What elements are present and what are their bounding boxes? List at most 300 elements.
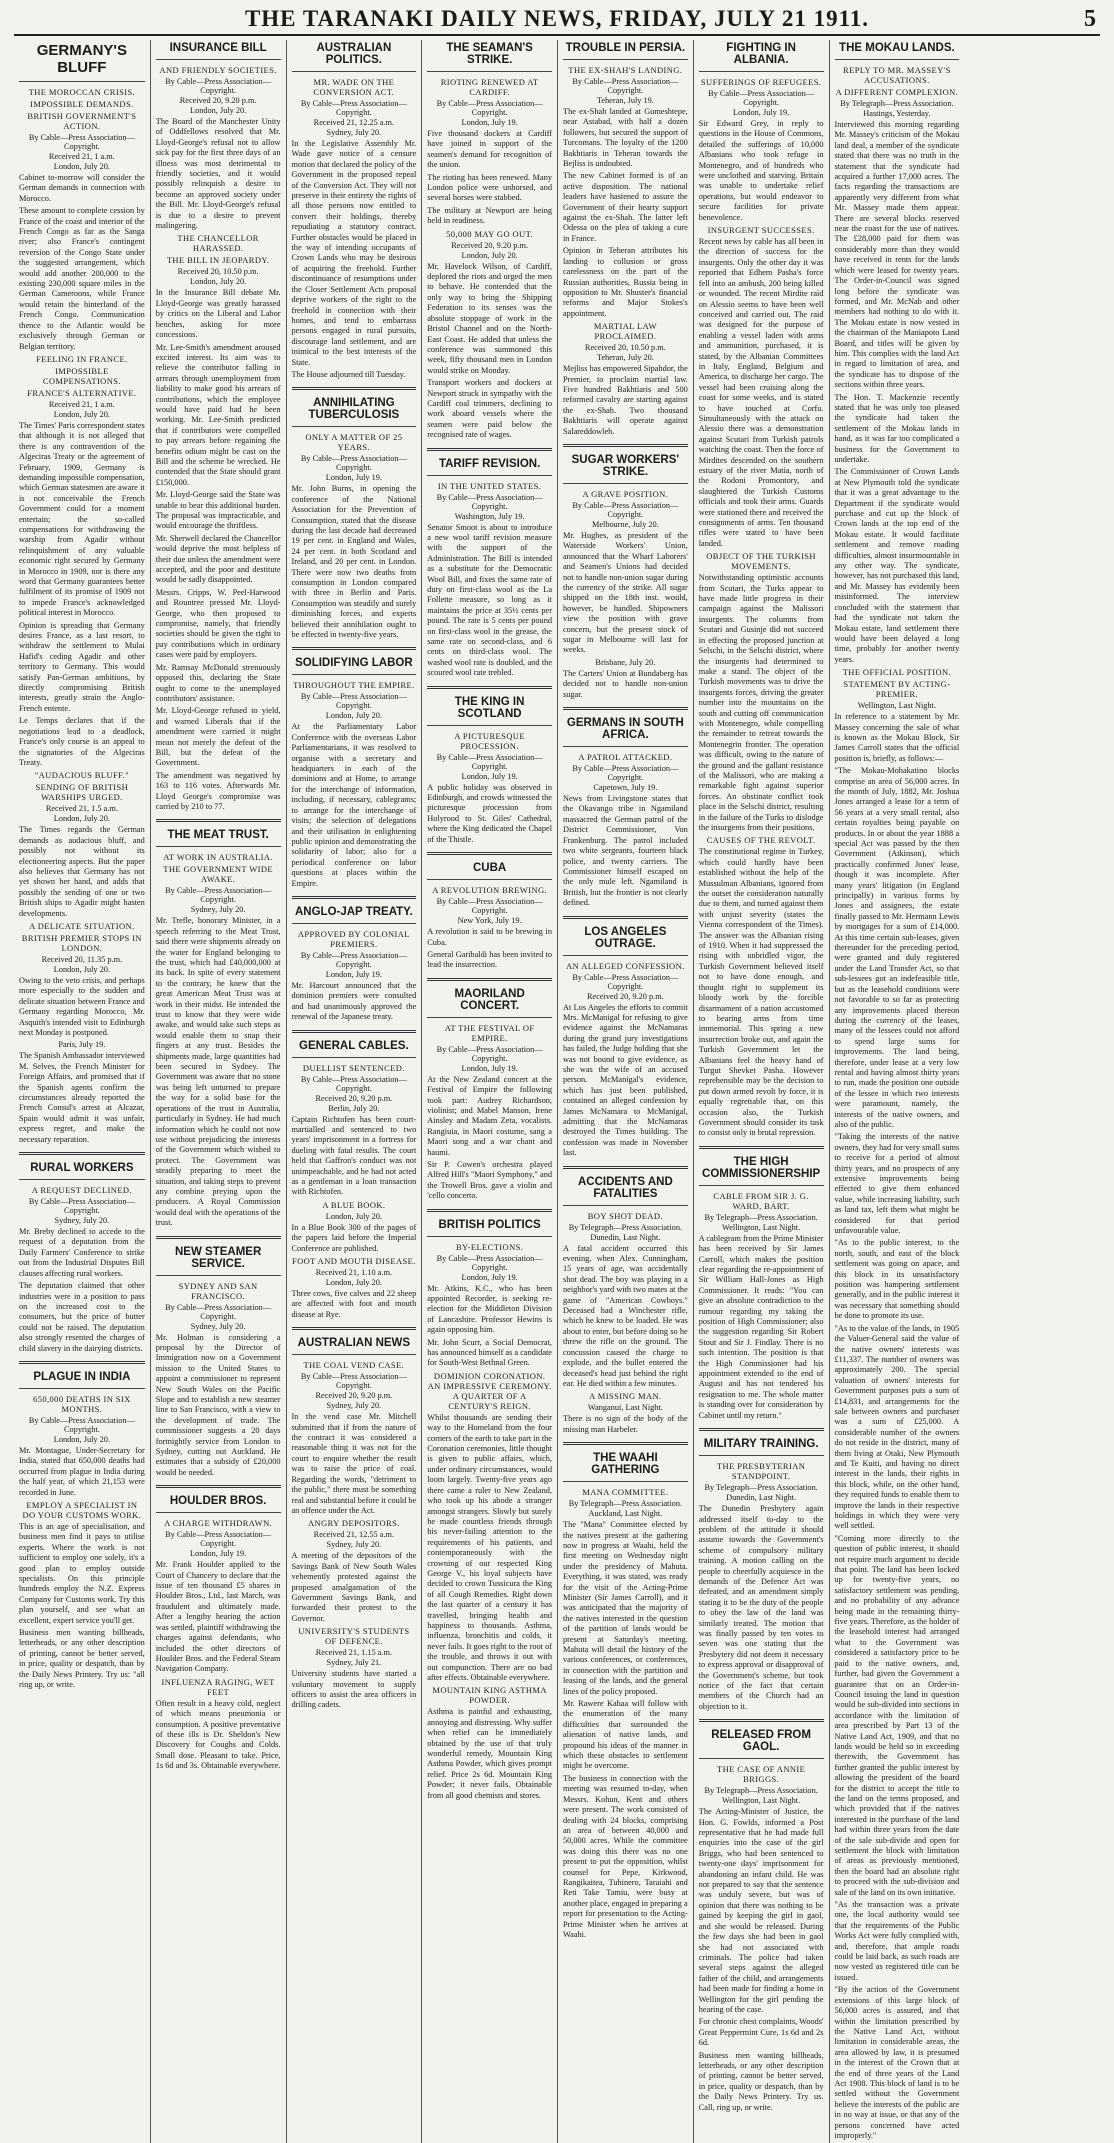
article bbox=[292, 1040, 417, 1321]
article-headline: THE HIGH COMMISSIONERSHIP bbox=[702, 1155, 821, 1180]
dateline: Sydney, July 20. bbox=[190, 1321, 246, 1331]
article-headline: ACCIDENTS AND FATALITIES bbox=[577, 1175, 673, 1200]
article-headline: TROUBLE IN PERSIA. bbox=[565, 42, 686, 54]
article-headline: GERMANY'S BLUFF bbox=[36, 42, 127, 76]
dateline: Received 21, 1.15 a.m. bbox=[315, 1648, 392, 1658]
article-headline: MILITARY TRAINING. bbox=[703, 1438, 819, 1451]
subheading: INSURGENT SUCCESSES. bbox=[707, 225, 815, 236]
dateline: New York, July 19. bbox=[457, 916, 522, 926]
headline-rule bbox=[427, 475, 552, 476]
dateline: London, July 19. bbox=[325, 473, 382, 483]
body-paragraph: Mr. Ramsay McDonald strenuously opposed this, declaring the State ought to come to the unemployed contributors' assistance. bbox=[155, 662, 281, 703]
article-headline: HOULDER BROS. bbox=[169, 1495, 267, 1508]
article-divider bbox=[699, 1719, 824, 1722]
article-headline: SUGAR WORKERS' STRIKE. bbox=[571, 453, 680, 478]
dateline: Washington, July 19. bbox=[454, 511, 525, 521]
subheading: FRANCE'S ALTERNATIVE. bbox=[27, 387, 137, 398]
body-paragraph: Mr. Lee-Smith's amendment aroused excited interest. Its aim was to relieve the contributor falling in arrears through unemployment from liability to make good his arrears of contributions, which the employee would have paid had he been working. Mr. Lee-Smith predicted that if contributors were compelled to pay arrears before regaining the benefits odium might be cast on the Bill and the scheme be wrecked. He contended that the State should grant £150,000. bbox=[155, 342, 281, 487]
article bbox=[563, 1176, 688, 1436]
dateline: London, July 19. bbox=[190, 1549, 247, 1559]
subheading: THE EX-SHAH'S LANDING. bbox=[568, 65, 683, 75]
dateline: London, July 20. bbox=[53, 814, 110, 824]
dateline: Wellington, Last Night. bbox=[857, 701, 936, 711]
body-paragraph: News from Livingstone states that the Okavango tribe in Ngamiland massacred the German patrol of the District Commissioner, Von Frankenburg. The patrol included two white sergeants, fourteen black police, and twenty carriers. The Commissioner himself escaped on the only mule left. Ngamiland is British, but the frontier is not clearly defined. bbox=[563, 794, 688, 908]
article-divider bbox=[19, 1361, 145, 1364]
dateline: London, July 20. bbox=[325, 1278, 382, 1288]
body-paragraph: "The Mokau-Mohakatino blocks comprise an area of 56,000 acres. In the month of July, 1882, Mr. Joshua Jones arranged a lease for a term of 56 years at a very small rental, also certain royalties being payable on products. In or about the year 1888 a special Act was passed by the then Government (Atkinson), which practically confirmed Jones' lease, though it was incomplete. After many years' litigation (in England principally) in various forms by Jones and assignees, the estate finally passed to Mr. Hermann Lewis by mortgages for a sum of £14,000. At this time certain sub-leases, given thereunder for the preceding period, were granted and duly registered under the Land Transfer Act, so that sub-lessees got an indefeasible title, but as the leasehold conditions were not favorable to so far as protecting any improvements placed thereon during the currency of the leases, many of the lessees could not afford to spend large sums for improvements. The land being, therefore, under lease at a very low rental and having almost thirty years to run, made the position one outside of the lessee in which two interests were paramount, namely, the interests of the native owners, and also of the public. bbox=[834, 766, 960, 1129]
body-paragraph: Opinion is spreading that Germany desires France, as a last resort, to withdraw the settlement to Mulai Hafid's ceding Agadir and other territory to Germany. This would satisfy Pan-German ambitions, by directly compromising British interests, greatly strain the Anglo-French entente. bbox=[19, 620, 145, 713]
column-1 bbox=[14, 40, 150, 2143]
dateline: By Cable—Press Association—Copyright. bbox=[165, 1302, 272, 1321]
subheading: DOMINION CORONATION. AN IMPRESSIVE CEREMONY. A QUARTER OF A CENTURY'S REIGN. bbox=[427, 1370, 552, 1411]
dateline: Received 21, 1.10 a.m. bbox=[315, 1268, 392, 1278]
subheading: MOUNTAIN KING ASTHMA POWDER. bbox=[432, 1685, 547, 1706]
dateline: London, July 20. bbox=[53, 1434, 110, 1444]
subheading: 50,000 MAY GO OUT. bbox=[446, 228, 534, 239]
subheading: BRITISH GOVERNMENT'S ACTION. bbox=[27, 111, 137, 131]
body-paragraph: Opinion in Teheran attributes his landing to collusion or gross carelessness on the part of the Russian authorities, Russia being in opposition to Mr. Shuster's financial reforms and Major Stokes's appointment. bbox=[563, 246, 688, 318]
body-paragraph: The ex-Shah landed at Gumeshtepe, near Astabad, with half a dozen followers, but secured the support of Turcomans. The loyalty of the 1200 Bakhtiaris in Teheran towards the Bejliss is undoubted. bbox=[563, 107, 688, 169]
subheading: 650,000 DEATHS IN SIX MONTHS. bbox=[33, 1393, 131, 1414]
body-paragraph: The Acting-Minister of Justice, the Hon. G. Fowlds, informed a Post representative that he had made full enquiries into the case of the girl Briggs, who had been sentenced to twenty-one days' imprisonment for abandoning an infant child. He was not prepared to say that the sentence was unduly severe, but was of opinion that there was nothing to be gained by keeping the girl in gaol, and she would be released. During the few days she had been in gaol she had not associated with criminals. The police had taken several steps against the alleged father of the child, and arrangements had been made for finding a home in Wellington for the girl pending the hearing of the case. bbox=[698, 1807, 824, 2014]
subheading: THROUGHOUT THE EMPIRE. bbox=[293, 680, 415, 691]
article bbox=[19, 1162, 145, 1354]
dateline: Wanganui, Last Night. bbox=[587, 1403, 663, 1413]
article bbox=[427, 42, 552, 441]
headline-rule bbox=[292, 1057, 417, 1058]
dateline: Received 20, 10.50 p.m. bbox=[584, 343, 666, 353]
dateline: Wellington, Last Night. bbox=[722, 1222, 801, 1232]
body-paragraph: Recent news by cable has all been in the direction of success for the insurgents. Only the other day it was reported that Edhem Pasha's force fell into an ambush, 200 being killed or wounded. The recent Mirdite raid on Alessio seems to have been well conceived and carried out. The raid was designed for the purpose of enabling a vessel laden with arms and ammunition, purchased, it is stated, by the Albanian Committees in Italy, England, Belgium and America, to discharge her cargo. The vessel had been cruising along the coast for some weeks, and is stated to have touched at Corfu. Simultaneously with the attack on Alessio there was a demonstration against Scutari from Turkish patrols watching the coast. Then the force of Mirdites descended on the southern estuary of the river Matia, north of the Rodoni Promontory, and slaughtered the Turkish Customs officials and took their arms. Guards were stationed there and received the consignments of arms. Ten thousand rifles were stated to have been landed. bbox=[698, 237, 824, 548]
subheading: THE COAL VEND CASE. bbox=[303, 1360, 405, 1371]
dateline: By Cable—Press Association—Copyright. bbox=[436, 752, 543, 771]
dateline: By Cable—Press Association—Copyright. bbox=[436, 492, 543, 511]
column-6 bbox=[693, 40, 829, 2143]
body-paragraph: At Los Angeles the efforts to commit Mrs. McManigal for refusing to give evidence against the McNamaras during the grand jury investigations has failed, the Judge holding that she was not bound to give evidence, as she was the wife of an accused person. McManigal's evidence, which has just been published, contained an alleged confession by James McNamara to McManigal, admitting that the McNamaras destroyed the Times building. The confession was made in November last. bbox=[563, 1002, 688, 1158]
column-2 bbox=[150, 40, 286, 2143]
body-paragraph: "As to the public interest, to the north, south, and east of the block settlement was going on apace, and this block in its unsatisfactory position was hampering settlement generally, and in the public interest it was necessary that something should be done to promote its use. bbox=[834, 1238, 960, 1321]
article-divider bbox=[427, 448, 552, 451]
dateline: By Cable—Press Association—Copyright. bbox=[436, 99, 543, 117]
body-paragraph: In reference to a statement by Mr. Massey concerning the sale of what is known as the Mokau Block, Sir James Carroll states that the official position is, briefly, as follows:— bbox=[834, 712, 960, 763]
dateline: By Telegraph—Press Association. bbox=[840, 99, 954, 108]
dateline: Sydney, July 20. bbox=[326, 1540, 382, 1550]
body-paragraph: Mr. Atkins, K.C., who has been appointed Recorder, is seeking re-election for the Middleton Division of Lancashire. Professor Hewins is again opposing him. bbox=[427, 1283, 552, 1335]
article bbox=[156, 829, 281, 1228]
dateline: Received 20, 9.20 p.m. bbox=[315, 1391, 393, 1401]
dateline: London, July 20. bbox=[325, 1211, 382, 1221]
article-headline: RURAL WORKERS bbox=[30, 1162, 134, 1175]
article-headline: MAORILAND CONCERT. bbox=[454, 987, 525, 1012]
dateline: Sydney, July 21. bbox=[326, 1658, 382, 1668]
body-paragraph: General Garibaldi has been invited to lead the insurrection. bbox=[427, 949, 552, 970]
article-headline: BRITISH POLITICS bbox=[438, 1218, 541, 1231]
article-headline: FIGHTING IN ALBANIA. bbox=[726, 42, 796, 66]
subheading: OBJECT OF THE TURKISH MOVEMENTS. bbox=[706, 551, 816, 572]
dateline: By Cable—Press Association—Copyright. bbox=[300, 1372, 407, 1391]
article bbox=[563, 454, 688, 700]
body-paragraph: Mr. Breby declined to accede to the request of a deputation from the Daily Farmers' Conference to strike out from the Industrial Disputes Bill clauses affecting rural workers. bbox=[19, 1227, 145, 1278]
headline-rule bbox=[292, 426, 417, 427]
article-divider bbox=[292, 387, 417, 390]
dateline: Received 21, 12.25 a.m. bbox=[313, 118, 395, 127]
subheading: THE MOROCCAN CRISIS. bbox=[28, 87, 136, 97]
subheading: IMPOSSIBLE COMPENSATIONS. bbox=[42, 365, 121, 386]
dateline: London, July 20. bbox=[190, 106, 247, 115]
article bbox=[563, 42, 688, 437]
article-divider bbox=[427, 686, 552, 689]
article bbox=[699, 1438, 824, 1712]
headline-rule bbox=[563, 483, 688, 484]
dateline: By Telegraph—Press Association. bbox=[704, 1483, 818, 1493]
subheading: A CHARGE WITHDRAWN. bbox=[164, 1518, 273, 1529]
article-headline: THE WAAHI GATHERING bbox=[591, 1452, 660, 1477]
article-headline: TARIFF REVISION. bbox=[438, 457, 541, 470]
dateline: By Telegraph—Press Association. bbox=[568, 1499, 683, 1509]
dateline: London, July 19. bbox=[325, 969, 382, 979]
dateline: By Cable—Press Association—Copyright. bbox=[300, 1074, 407, 1093]
article-divider bbox=[563, 444, 688, 447]
subheading: IMPOSSIBLE DEMANDS. bbox=[30, 99, 134, 109]
dateline: Received 20, 11.35 p.m. bbox=[41, 954, 123, 964]
dateline: Wellington, Last Night. bbox=[722, 1796, 801, 1806]
body-paragraph: In the Legislative Assembly Mr. Wade gave notice of a censure motion that declared the policy of the Government in the proposed repeal of the Conversion Act. They will not preserve in their entirety the rights of all those persons now entitled to convert their holdings, thereby repudiating a statutory contract. Further obstacles would be placed in the way of intending occupants of Crown Lands who may be desirous of acquiring the freehold. Further discontinuance of resumptions under the Closer Settlement Acts proposal deprive workers of the right to the freehold in connection with their homes, and tend to embarrass persons engaged in rural pursuits, discourage land settlement, and are inimical to the best interests of the State. bbox=[291, 139, 417, 367]
body-paragraph: Mr. John Burns, in opening the conference of the National Association for the Prevention of Consumption, stated that the disease during the last decade had decreased 19 per cent. in England and Wales, 24 per cent. in both Scotland and Ireland, and 20 per cent. in London. There were now two deaths from consumption in London compared with three in Berlin and Paris. Consumption was steadily and surely diminishing forces, and experts believed their annihilation ought to be effected in twenty-five years. bbox=[291, 484, 417, 640]
body-paragraph: Messrs. Cripps, W. Peel-Harwood and Rountree pressed Mr. Lloyd-George, who then proposed to compromise, namely, that friendly societies should be given the right to pay contributions which in ordinary cases were paid by employers. bbox=[155, 587, 281, 660]
dateline: By Cable—Press Association—Copyright. bbox=[165, 1530, 272, 1549]
body-paragraph: Sir Edward Grey, in reply to questions in the House of Commons, detailed the sufferings of 10,000 Albanians who took refuge in Montenegro, and of hundreds who were unclothed and starving. Britain was unable to undertake relief operations, but would endeavor to secure facilities for private benevolence. bbox=[698, 119, 824, 222]
subheading: RIOTING RENEWED AT CARDIFF. bbox=[440, 77, 539, 97]
subheading: BY-ELECTIONS. bbox=[455, 1241, 524, 1252]
dateline: London, July 19. bbox=[461, 1272, 518, 1282]
body-paragraph: Transport workers and dockers at Newport struck in sympathy with the Cardiff coal trimmers, declining to work aboard vessels where the seamen were paid below the recognised rate of wages. bbox=[427, 378, 552, 440]
headline-rule bbox=[563, 1205, 688, 1206]
body-paragraph: A revolution is said to be brewing in Cuba. bbox=[427, 927, 552, 947]
body-paragraph: Cabinet to-morrow will consider the German demands in connection with Morocco. bbox=[19, 173, 145, 203]
article bbox=[563, 1452, 688, 1940]
dateline: Received 21, 1 a.m. bbox=[48, 399, 115, 409]
subheading: APPROVED BY COLONIAL PREMIERS. bbox=[297, 928, 410, 949]
subheading: THE CHANCELLOR HARASSED. bbox=[177, 233, 259, 254]
dateline: Received 21, 1 a.m. bbox=[48, 152, 115, 161]
article bbox=[292, 657, 417, 889]
headline-rule bbox=[292, 1354, 417, 1355]
body-paragraph: Whilst thousands are sending their way to the Homeland from the four corners of the earth to take part in the Coronation ceremonies, little thought is given to public affairs, which, under ordinary circumstances, would loom largely. Twenty-five years ago there came a ruler to New Zealand, who took up his abode a stranger amongst strangers. Slowly but surely he made countless friends through his never-failing attention to the requirements of his patients, and contemporaneously with the crowning of our respected King George V., his loyal subjects have decided to crown Tussicura the King of all Cough Remedies. Right down the last quarter of a century it has travelled, bringing health and happiness to thousands. Asthma, influenza, bronchitis and colds, it never fails. It goes right to the root of the trouble, and throws it out with out compunction. There are no bad after effects. Obtainable everywhere. bbox=[427, 1412, 552, 1682]
article-divider bbox=[292, 1327, 417, 1330]
body-paragraph: Mr. John Scurr, a Social Democrat, has announced himself as a candidate for South-West Bethnal Green. bbox=[427, 1337, 552, 1368]
body-paragraph: Notwithstanding optimistic accounts from Scutari, the Turks appear to have made little progress in their campaign against the Malissori insurgents. The columns from Scutari and Gusinje did not succeed in effecting the proposed junction at Selschi, in the Selschi district, where the insurgents had determined to make a stand. The object of the Turkish movements was to drive the insurgents forces, driving the greater number into the mountains on the south and cutting off communication with Montenegro, while compelling the remainder to retreat towards the Montenegrin frontier. The operation was difficult, owing to the nature of the ground and the gallant resistance of the Malissori, who are making a remarkable fight against superior forces. An obstinate conflict took place in the Selschi district, resulting in the failure of the Turks to dislodge the insurgents from their positions. bbox=[698, 573, 824, 832]
dateline: Hastings, Yesterday. bbox=[863, 109, 931, 118]
dateline: Dunedin, Last Night. bbox=[726, 1493, 797, 1503]
dateline: By Telegraph—Press Association. bbox=[704, 1212, 818, 1222]
body-paragraph: A public holiday was observed in Edinburgh, and crowds witnessed the picturesque procession from Holyrood to St. Giles' Cathedral, where the King dedicated the Chapel of the Thistle. bbox=[427, 782, 552, 844]
headline-rule bbox=[563, 746, 688, 747]
dateline: London, July 19. bbox=[461, 118, 518, 127]
subheading: THE GOVERNMENT WIDE AWAKE. bbox=[163, 864, 273, 885]
article bbox=[19, 1371, 145, 1691]
headline-rule bbox=[699, 1455, 824, 1456]
body-paragraph: Asthma is painful and exhausting, annoying and distressing. Why suffer when relief can be immediately obtained by the use of that truly wonderful remedy, Mountain King Asthma Powder, which gives prompt relief. Price 2s 6d. Mountain King Powder; it never fails. Obtainable from all good chemists and stores. bbox=[427, 1707, 552, 1800]
dateline: By Cable—Press Association—Copyright. bbox=[572, 77, 679, 95]
subheading: A MISSING MAN. bbox=[589, 1391, 662, 1402]
body-paragraph: For chronic chest complaints, Woods' Great Peppermint Cure, 1s 6d and 2s 6d. bbox=[698, 2017, 824, 2048]
article-headline: GERMANS IN SOUTH AFRICA. bbox=[566, 717, 684, 742]
body-paragraph: Mr. Lloyd-George said the State was unable to bear this additional burden. The proposal was impracticable, and would encourage the thriftless. bbox=[155, 490, 281, 531]
subheading: ANGRY DEPOSITORS. bbox=[307, 1518, 400, 1529]
body-paragraph: The "Mana" Committee elected by the natives present at the gathering now in progress at Waahi, held the first meeting on Wednesday night under the presidency of Mahuta. Everything, it was stated, was ready for the visit of the Acting-Prime Minister (Sir James Carroll), and it was anticipated that the majority of the natives interested in the question of the partition of lands would be present at Saturday's meeting. Mahuta will detail the history of the various conferences, or conferences, in connection with the partition and leasing of the lands, and the general lines of the policy proposed. bbox=[563, 1520, 688, 1696]
headline-rule bbox=[156, 59, 281, 60]
body-paragraph: At the New Zealand concert at the Festival of Empire the following took part: Audrey Richardson, violinist; and Mabel Manson, Irene Ainsley and Madam Zeta, vocalists. Rangiuia, in Maori costume, sang a Maori song and a war chant and haumi. bbox=[427, 1074, 552, 1157]
body-paragraph: University students have started a voluntary movement to supply officers to assist the area officers in drilling cadets. bbox=[291, 1669, 417, 1710]
subheading: A BLUE BOOK. bbox=[322, 1199, 386, 1210]
article-divider bbox=[563, 1442, 688, 1445]
subheading: STATEMENT BY ACTING-PREMIER. bbox=[843, 679, 951, 700]
subheading: A PICTURESQUE PROCESSION. bbox=[454, 730, 525, 751]
dateline: Teheran, July 20. bbox=[596, 353, 654, 363]
article-headline: CUBA bbox=[473, 862, 507, 875]
subheading: REPLY TO MR. MASSEY'S ACCUSATIONS. bbox=[843, 65, 951, 85]
article bbox=[427, 1219, 552, 1801]
article-headline: THE MOKAU LANDS. bbox=[839, 42, 955, 54]
body-paragraph: Mejliss has empowered Sipahdor, the Premier, to proclaim martial law. Five hundred Bakhtiaris and 500 reformed cavalry are starting against the ex-Shah. Two thousand Bakhtiaris will operate against Salareddowleh. bbox=[563, 364, 688, 436]
column-4 bbox=[421, 40, 557, 2143]
body-paragraph: Business men wanting billheads, letterheads, or any other description of printing, cannot be better served, in price, quality or despatch, than by the Daily News Printery. Try us: "all ring up, or write. bbox=[19, 1628, 145, 1690]
subheading: THE PRESBYTERIAN STANDPOINT. bbox=[716, 1461, 806, 1482]
body-paragraph: In a Blue Book 300 of the pages of the papers laid before the Imperial Conference are published. bbox=[291, 1222, 417, 1253]
subheading: AND FRIENDLY SOCIETIES. bbox=[159, 65, 277, 75]
body-paragraph: Mr. Montague, Under-Secretary for India, stated that 650,000 deaths had occurred from plague in India during the half year, of which 21,153 were recorded in June. bbox=[19, 1445, 145, 1497]
dateline: Sydney, July 20. bbox=[326, 1401, 382, 1411]
dateline: Dunedin, Last Night. bbox=[590, 1232, 661, 1242]
dateline: By Cable—Press Association—Copyright. bbox=[28, 1197, 135, 1216]
body-paragraph: Mr. Frank Houlder applied to the Court of Chancery to declare that the issue of ten thousand £5 shares in Houlder Bros., Ltd., last March, was fraudulent and ultimately made. After a lengthy hearing the action was settled, plaintiff withdrawing the charges against defendants, who included the other directors of Houlder Bros. and the Federal Steam Navigation Company. bbox=[155, 1560, 281, 1674]
subheading: THE OFFICIAL POSITION. bbox=[842, 667, 952, 678]
article-headline: AUSTRALIAN NEWS bbox=[297, 1337, 411, 1350]
headline-rule bbox=[156, 846, 281, 847]
article-divider bbox=[427, 978, 552, 981]
dateline: Received 20, 9.20 p.m. bbox=[587, 991, 664, 1001]
body-paragraph: The Times' Paris correspondent states that although it is not alleged that there is any contravention of the Algeciras Treaty or the agreement of February, 1909, Germany is demanding impossible compensation, which German statesmen are aware it is not conceivable the French Government could for a moment entertain; the so-called compensations for withdrawing the warship from Agadir without relinquishment of any valuable economic right secured by Germany in Morocco in 1909, nor is there any word that Germany guarantees better fulfilment of its promise of 1909 not to impede France's acknowledged political interest in Morocco. bbox=[19, 420, 145, 618]
article bbox=[156, 1246, 281, 1479]
article-divider bbox=[563, 916, 688, 919]
headline-rule bbox=[19, 1388, 145, 1389]
subheading: INFLUENZA RAGING, WET FEET bbox=[161, 1676, 275, 1697]
dateline: By Cable—Press Association—Copyright. bbox=[300, 692, 407, 711]
subheading: AN ALLEGED CONFESSION. bbox=[566, 960, 685, 971]
body-paragraph: The amendment was negatived by 163 to 116 votes. Afterwards Mr. Lloyd George's compromise was carried by 210 to 77. bbox=[155, 770, 281, 811]
article bbox=[699, 42, 824, 1139]
body-paragraph: In the vend case Mr. Mitchell submitted that if from the nature of the contract it was considered a reasonable thing it was not for the court to enquire whether the result was to raise the price of coal. Regarding the words, "detriment to the public," there must be something real and substantial before it could be an offence under the Act. bbox=[291, 1412, 417, 1515]
subheading: FEELING IN FRANCE. bbox=[36, 353, 128, 364]
body-paragraph: Interviewed this morning regarding Mr. Massey's criticism of the Mokau land deal, a member of the syndicate stated that there was no truth in the statement that the syndicate had acquired a further 17,000 acres. The facts regarding the transactions are apparently very different from what Mr. Massey made them appear. There are several blocks reserved near the coast for the use of natives. The £28,000 paid for them was considerably more than they would have received in rents for the lands which were leased for twenty years. The Order-in-Council was signed long before the syndicate was formed, and Mr. McNab and other members had nothing to do with it. The Mokau estate is now vested in the chairman of the Maniapoto Land Board, and titles will be given by him. This complies with the land Act in regard to limitation of area, and the syndicate has to dispose of the sections within three years. bbox=[834, 120, 960, 390]
dateline: Sydney, July 20. bbox=[54, 1216, 110, 1226]
dateline: London, July 20. bbox=[461, 250, 518, 260]
article bbox=[427, 988, 552, 1202]
subheading: MANA COMMITTEE. bbox=[582, 1487, 669, 1498]
body-paragraph: Mr. Sherwell declared the Chancellor would deprive the most helpless of their due unless the amendment were accepted, and the poor and destitute would be sadly disappointed. bbox=[155, 533, 281, 585]
subheading: EMPLOY A SPECIALIST IN DO YOUR CUSTOMS WORK. bbox=[22, 1499, 142, 1520]
subheading: UNIVERSITY'S STUDENTS OF DEFENCE. bbox=[298, 1626, 410, 1647]
body-paragraph: Mr. Trefle, honorary Minister, in a speech referring to the Meat Trust, said there were shipments already on the water for England belonging to the trust, which had £40,000,000 at its back. In spite of every statement to the contrary, he knew that the great American Meat Trust was at work in their midst. He intended the trust to know that they were wide awake, and would take such steps as would enable them to snap their fingers at any trust. Besides the shipments made, large quantities had been secured in Sydney. The Government was aware that no stone was being left unturned to prepare the way for a solid base for the operations of the trust in Australia, particularly in Sydney. He had much information which he could not now use without prejudicing the interests of the Government which wished to protect. The Government was steadily preparing to meet the situation, and taking steps to prevent any combine preying upon the producers. A Royal Commission would deal with the operations of the trust. bbox=[155, 916, 281, 1228]
subheading: THE CASE OF ANNIE BRIGGS. bbox=[716, 1764, 806, 1785]
body-paragraph: Mr. Harcourt announced that the dominion premiers were consulted and had unanimously approved the renewal of the Japanese treaty. bbox=[291, 980, 417, 1022]
article-divider bbox=[292, 896, 417, 899]
subheading: CABLE FROM SIR J. G. WARD, BART. bbox=[713, 1190, 809, 1211]
body-paragraph: A cablegram from the Prime Minister has been received by Sir James Carroll, which makes the position clear regarding the re-appointment of Sir William Hall-Jones as High Commissioner. It reads: "You can give an absolute contradiction to the rumour regarding my taking the position of High Commissioner; also the suggestion regarding Sir Robert Stout and Sir J. Findlay. There is no such intention. The position is that the High Commissioner had his appointment extended to the end of August and has not tendered his resignation to me. The whole matter is standing over for consideration by Cabinet until my return." bbox=[698, 1233, 824, 1420]
article-divider bbox=[156, 819, 281, 822]
article-divider bbox=[156, 1485, 281, 1488]
subheading: IN THE UNITED STATES. bbox=[437, 480, 542, 491]
dateline: London, July 20. bbox=[325, 711, 382, 721]
body-paragraph: "Coming more directly to the question of public interest, it should not require much argument to decide that point. The land has been locked up for twenty-five years, no satisfactory settlement was pending, and no probability of any advance being made in the remaining thirty-five years. Therefore, as the holder of the leasehold interest had arranged what to the Government was considered a satisfactory price to be paid to the native owners, and, further, had given the Government a guarantee that on an Order-in-Council issuing the land in question would be sub-divided into sections in accordance with the limitation of area prescribed by Part 13 of the Native Land Act, 1909, and that no lands would be held so in exceeding therewith, the Government has further granted the public interest by allowing the president of the board for the district to accept the title to the land on the terms proposed, and which provided that if the natives interested in the purchase of the land had within three years from the date of the sale sub-divide and open for settlement the block with limitation of areas as previously mentioned, then the board had an absolute right to proceed with the sub-division and sale of the land on its own initiative. bbox=[834, 1533, 960, 1897]
body-paragraph: Business men wanting billheads, letterheads, or any other description of printing, cannot be better served, in price, quality or despatch, than by the Daily News Printery. Try us. Call, ring up, or write. bbox=[698, 2050, 824, 2112]
body-paragraph: The business in connection with the meeting was resumed to-day, when Messrs. Kohun, Kent and others were present. The work consisted of dealing with 24 blocks, comprising an area of between 40,000 and 50,000 acres. While the committee was doing this there was no one present to put the opposition, whilst counsel for Pepe, Kirkwood, Rangikaitea, Tuhinero, Taraiahi and Reti Take Tamiu, were busy at another place, engaged in preparing a report for presentation to the Acting-Prime Minister when he arrives at Waahi. bbox=[563, 1773, 688, 1939]
dateline: Received 20, 10.50 p.m. bbox=[177, 267, 259, 277]
body-paragraph: "Taking the interests of the native owners, they had for very small sums to receive for a period of almost thirty years, and no prospects of any extensive improvements being effected to give them enhanced value, while increasing liability, such as land tax, left them what might be considered for that period unfavourable value. bbox=[834, 1132, 960, 1236]
dateline: By Cable—Press Association—Copyright. bbox=[436, 1253, 543, 1272]
dateline: By Cable—Press Association—Copyright. bbox=[300, 99, 407, 117]
headline-rule bbox=[427, 71, 552, 72]
article-headline: LOS ANGELES OUTRAGE. bbox=[584, 925, 667, 950]
headline-rule bbox=[19, 1179, 145, 1180]
subheading: BOY SHOT DEAD. bbox=[587, 1210, 663, 1221]
subheading: "AUDACIOUS BLUFF." bbox=[34, 770, 129, 781]
headline-rule bbox=[427, 1017, 552, 1018]
headline-rule bbox=[563, 1481, 688, 1482]
headline-rule bbox=[292, 923, 417, 924]
article-divider bbox=[292, 1030, 417, 1033]
article-headline: GENERAL CABLES. bbox=[299, 1039, 409, 1052]
dateline: Berlin, July 20. bbox=[328, 1103, 380, 1113]
body-paragraph: The Commissioner of Crown Lands at New Plymouth told the syndicate that it was a great advantage to the Department if the syndicate would purchase and cut up the block of Crown lands at the top end of the Mokau estate. It would facilitate settlement and remove roading difficulties, almost insurmountable in any other way. The syndicate, however, has not purchased this land, and Mr. Massey has evidently been misinformed. The interview concluded with the statement that had the syndicate not taken the Mokau estate, land settlement there would have been delayed a long time, probably for another twenty years. bbox=[834, 467, 960, 664]
column-5 bbox=[557, 40, 693, 2143]
body-paragraph: The Times regards the German demands as audacious bluff, and possibly not without its electioneering aspects. But the paper also believes that Germany has not yet shown her hand, and adds that possibly the sending of one or two British ships to Agadir might hasten developments. bbox=[19, 825, 145, 918]
body-paragraph: Owing to the veto crisis, and perhaps more especially to the sudden and delicate situation between France and Germany regarding Morocco, Mr. Asquith's intended visit to Edinburgh next Monday is postponed. bbox=[19, 975, 145, 1037]
body-paragraph: Captain Richtofen has been court-martialled and sentenced to two years' imprisonment in a fortress for dueling with fatal results. The court held that Gaffron's conduct was not unimpeachable, and he had not acted as a gentleman in a loan transaction with Richtofen. bbox=[291, 1114, 417, 1197]
body-paragraph: The Carters' Union at Bundaberg has decided not to handle non-union sugar. bbox=[563, 668, 688, 699]
article bbox=[835, 42, 960, 2141]
article-headline: PLAGUE IN INDIA bbox=[33, 1370, 131, 1383]
body-paragraph: Often result in a heavy cold, neglect of which means pneumonia or consumption. A positive preventative of these ills is Dr. Sheldon's New Discovery for Coughs and Colds. Small dose. Pleasant to take. Price, 1s 6d and 3s. Obtainable everywhere. bbox=[155, 1698, 281, 1771]
article bbox=[292, 1337, 417, 1711]
headline-rule bbox=[699, 1758, 824, 1759]
body-paragraph: At the Parliamentary Labor Conference with the overseas Labor Parliamentarians, it was resolved to organise with a secretary and headquarters in each of the dominions and at Home, to arrange for the interchange of information, including, if necessary, cablegrams; to arrange for the interchange of visits; the selection of delegations and their utilisation in enlightening public opinion and demonstrating the solidarity of labor; also for a periodical conference on labor questions at places within the Empire. bbox=[291, 722, 417, 888]
dateline: London, July 20. bbox=[190, 277, 247, 287]
article-headline: THE MEAT TRUST. bbox=[167, 829, 269, 842]
dateline: London, July 19. bbox=[733, 108, 790, 117]
article-divider bbox=[699, 1428, 824, 1431]
subheading: MR. WADE ON THE CONVERSION ACT. bbox=[313, 77, 395, 97]
article-divider bbox=[156, 1236, 281, 1239]
article bbox=[427, 458, 552, 679]
article-headline: AUSTRALIAN POLITICS. bbox=[316, 42, 392, 66]
article bbox=[427, 696, 552, 845]
body-paragraph: Mr. Rawere Kahaa will follow with the enumeration of the many difficulties that surrounded the alienation of native lands, and propound his ideas of the manner in which these obstacles to settlement might be overcome. bbox=[563, 1699, 688, 1771]
article-headline: INSURANCE BILL bbox=[169, 42, 267, 54]
article-headline: THE KING IN SCOTLAND bbox=[454, 695, 525, 720]
article-divider bbox=[563, 1166, 688, 1169]
dateline: Received 21, 1.5 a.m. bbox=[45, 804, 118, 814]
dateline: London, July 19. bbox=[461, 771, 518, 781]
subheading: A REVOLUTION BREWING. bbox=[432, 885, 548, 896]
body-paragraph: A fatal accident occurred this evening, when Alex. Cunningham, 15 years of age, was accidentally shot dead. The boy was playing in a neighbor's yard with two mates at the game of "American Cowboys." Deceased had a Winchester rifle, which he knew to be loaded. He was about to enter, but before doing so he threw the rifle on the ground. The concussion caused the charge to explode, and the bullet entered the deceased's head just behind the right ear. He died within a few minutes. bbox=[563, 1243, 688, 1388]
article bbox=[19, 42, 145, 1145]
body-paragraph: "As to the value of the lands, in 1905 the Valuer-General said the value of the native owners' interests was £11,337. The number of owners was approximately 200. The special valuation of owners' interests for Government purposes puts a sum of £14,831, and arrangements for the sale between owners and purchaser was a sum of £25,000. A considerable number of the owners do not reside in the district, many of them living at Otaki, New Plymouth and Te Kuiti, and having no direct interest in the lands, their rights in this block, while, on the other hand, they required funds to enable them to improve the lands in their respective holdings in which they were very well settled. bbox=[834, 1323, 960, 1531]
headline-rule bbox=[699, 1185, 824, 1186]
body-paragraph: There is no sign of the body of the missing man Harbeler. bbox=[563, 1414, 688, 1434]
dateline: By Cable—Press Association—Copyright. bbox=[165, 886, 272, 905]
subheading: A REQUEST DECLINED. bbox=[31, 1185, 132, 1196]
dateline: Brisbane, July 20. bbox=[595, 657, 656, 667]
body-paragraph: The rioting has been renewed. Many London police were unhorsed, and several horses were stabbed. bbox=[427, 172, 552, 203]
article-divider bbox=[427, 852, 552, 855]
body-paragraph: Five thousand dockers at Cardiff have joined in support of the seamen's demand for recognition of the union. bbox=[427, 129, 552, 170]
dateline: Received 20, 9.20 p.m. bbox=[315, 1093, 393, 1103]
headline-rule bbox=[156, 1275, 281, 1276]
body-paragraph: A meeting of the depositors of the Savings Bank of New South Wales vehemently protested against the proposed amalgamation of the Government Savings Bank, and forwarded their protest to the Governor. bbox=[291, 1551, 417, 1623]
subheading: ONLY A MATTER OF 25 YEARS. bbox=[305, 432, 403, 453]
body-paragraph: Mr. Hughes, as president of the Waterside Workers' Union, announced that the Wharf Laborers' and Seamen's Unions had decided not to handle non-union sugar during the currency of the strike. All sugar shipped on the 18th inst. would, however, be handled. Shipowners view the position with grave concern, but the present stock of sugar in Melbourne will last for weeks. bbox=[563, 530, 688, 655]
headline-rule bbox=[292, 71, 417, 72]
headline-rule bbox=[427, 1236, 552, 1237]
subheading: AT WORK IN AUSTRALIA. bbox=[163, 852, 273, 863]
body-paragraph: Three cows, five calves and 22 sheep are affected with foot and mouth disease at Rye. bbox=[291, 1289, 417, 1319]
subheading: DUELLIST SENTENCED. bbox=[302, 1062, 405, 1073]
article-headline: ANNIHILATING TUBERCULOSIS bbox=[308, 397, 400, 422]
body-paragraph: The Spanish Ambassador interviewed M. Selves, the French Minister for Foreign Affairs, and promised that if the Spanish agents confirm the circumstances already reported the French Consul's arrest at Alcazar, Spain would admit it was unfair, express regret, and make the necessary reparation. bbox=[19, 1051, 145, 1144]
article bbox=[563, 926, 688, 1159]
subheading: SENDING OF BRITISH WARSHIPS URGED. bbox=[35, 782, 129, 803]
subheading: FOOT AND MOUTH DISEASE. bbox=[291, 1256, 416, 1267]
dateline: By Cable—Press Association—Copyright. bbox=[572, 764, 679, 783]
subheading: A GRAVE POSITION. bbox=[582, 488, 669, 499]
dateline: By Cable—Press Association—Copyright. bbox=[28, 1415, 135, 1434]
dateline: By Cable—Press Association—Copyright. bbox=[300, 454, 407, 473]
article-divider bbox=[292, 647, 417, 650]
subheading: THE BILL IN JEOPARDY. bbox=[166, 255, 270, 266]
body-paragraph: These amount to complete cession by France of the coast and interior of the French Congo as far as the Sanga river; also France's contingent reversion of the Congo State under the suggested arrangement, which would add another 200,000 to the existing 230,000 square miles in the German Cameroons, while France would retain the hinterland of the French Congo. Communication thence to the Atlantic would be exclusively through German or Belgian territory. bbox=[19, 206, 145, 351]
body-paragraph: Senator Smoot is about to introduce a new wool tariff revision measure with the support of the Administration. The Bill is intended as a substitute for the Democratic Wool Bill, and fixes the same rate of duty on first-class wool as the La Follette measure, so long as it maintains the price at 35½ cents per pound. The rate is 5 cents per pound on first-class wool in the grease, the same rate on second-class, and 6 cents on third-class wool. The washed wool rate is doubled, and the scoured wool rate trebled. bbox=[427, 522, 552, 678]
subheading: SYDNEY AND SAN FRANCISCO. bbox=[178, 1280, 258, 1301]
column-3 bbox=[286, 40, 422, 2143]
dateline: By Cable—Press Association—Copyright. bbox=[708, 89, 815, 107]
body-paragraph: The new Cabinet formed is of an active disposition. The national leaders have hastened to assure the Government of their hearty support against the ex-Shah. The latter left Odessa on the plea of taking a cure in France. bbox=[563, 171, 688, 243]
body-paragraph: Mr. Holman is considering a proposal by the Director of Immigration now on a Government mission to the United States to appoint a commissioner to represent New South Wales on the Pacific Slope and to establish a new steamer line to San Francisco, with a view to the development of trade. The commissioner suggests a 20 days fortnightly service from London to Sydney, cutting out Auckland. He estimates that a subsidy of £20,000 would be needed. bbox=[155, 1332, 281, 1477]
headline-rule bbox=[156, 1512, 281, 1513]
article bbox=[292, 42, 417, 380]
body-paragraph: Sir P. Cowen's orchestra played Alfred Hill's "Maori Symphony," and the Trowell Bros. gave a violin and 'cello concerto. bbox=[427, 1159, 552, 1201]
dateline: London, July 20. bbox=[53, 162, 110, 171]
dateline: By Telegraph—Press Association. bbox=[568, 1222, 683, 1232]
body-paragraph: Le Temps declares that if the negotiations lead to a deadlock, France's only course is an appeal to the signatories of the Algeciras Treaty. bbox=[19, 716, 145, 767]
headline-rule bbox=[563, 955, 688, 956]
dateline: London, July 20. bbox=[53, 964, 110, 974]
dateline: By Cable—Press Association—Copyright. bbox=[436, 897, 543, 916]
dateline: Received 21, 12.55 a.m. bbox=[313, 1530, 395, 1540]
body-paragraph: The Dunedin Presbytery again addressed itself to-day to the problem of the attitude it should assume towards the Government's scheme of compulsory military training. A motion calling on the people to cheerfully acquiesce in the demands of the Defence Act was defeated, and an amendment simply stating it to be the duty of the people to obey the law of the land was similarly treated. The motion that was finally passed by ten votes to seven was one stating that the Presbytery did not deem it necessary to express approval or disapproval of the Government's scheme, but took notice of the fact that certain members of the Church had an objection to it. bbox=[698, 1504, 824, 1711]
body-paragraph: The Board of the Manchester Unity of Oddfellows resolved that Mr. Lloyd-George's refusal not to allow sick pay for the first three days of an illness was most detrimental to friendly societies, and it would possibly relinquish a desire to become an approved society under the Bill. Mr. Lloyd-George's refusal is due to a desire to prevent malingering. bbox=[155, 117, 281, 231]
article bbox=[292, 906, 417, 1023]
headline-rule bbox=[835, 59, 960, 60]
subheading: MARTIAL LAW PROCLAIMED. bbox=[593, 321, 657, 342]
body-paragraph: The constitutional regime in Turkey, which could hardly have been established without the help of the Mussulman Albanians, ignored from the outset the consideration naturally due to them, and turned against them with unjust severity (states the Vienna correspondent of the Times). The answer was the Albanian rising of 1910. When it had suppressed the rising with unbridled vigor, the Turkish Government believed itself not to have done enough, and thought right to supplement its bloody work by the forcible disarmament of a nation accustomed to bearing arms from time immemorial. This spring a new insurrection broke out, and again the Turkish Government let the Albanians feel the heavy hand of Turgut Shevket Pasha. However reprehensible may be the decision to put down armed revolt by force, it is equally regrettable that, on this occasion also, the Turkish Government should consider its task to consist only in brutal repression. bbox=[698, 847, 824, 1138]
dateline: London, July 20. bbox=[53, 409, 110, 419]
article-headline: THE SEAMAN'S STRIKE. bbox=[446, 42, 533, 66]
body-paragraph: The deputation claimed that other industries were in a position to pass on the increased cost to the consumers, but the price of butter could not be raised. The deputation also strongly resented the charges of child slavery in the dairying districts. bbox=[19, 1281, 145, 1353]
article-divider bbox=[563, 707, 688, 710]
headline-rule bbox=[292, 674, 417, 675]
dateline: Sydney, July 20. bbox=[190, 905, 246, 915]
